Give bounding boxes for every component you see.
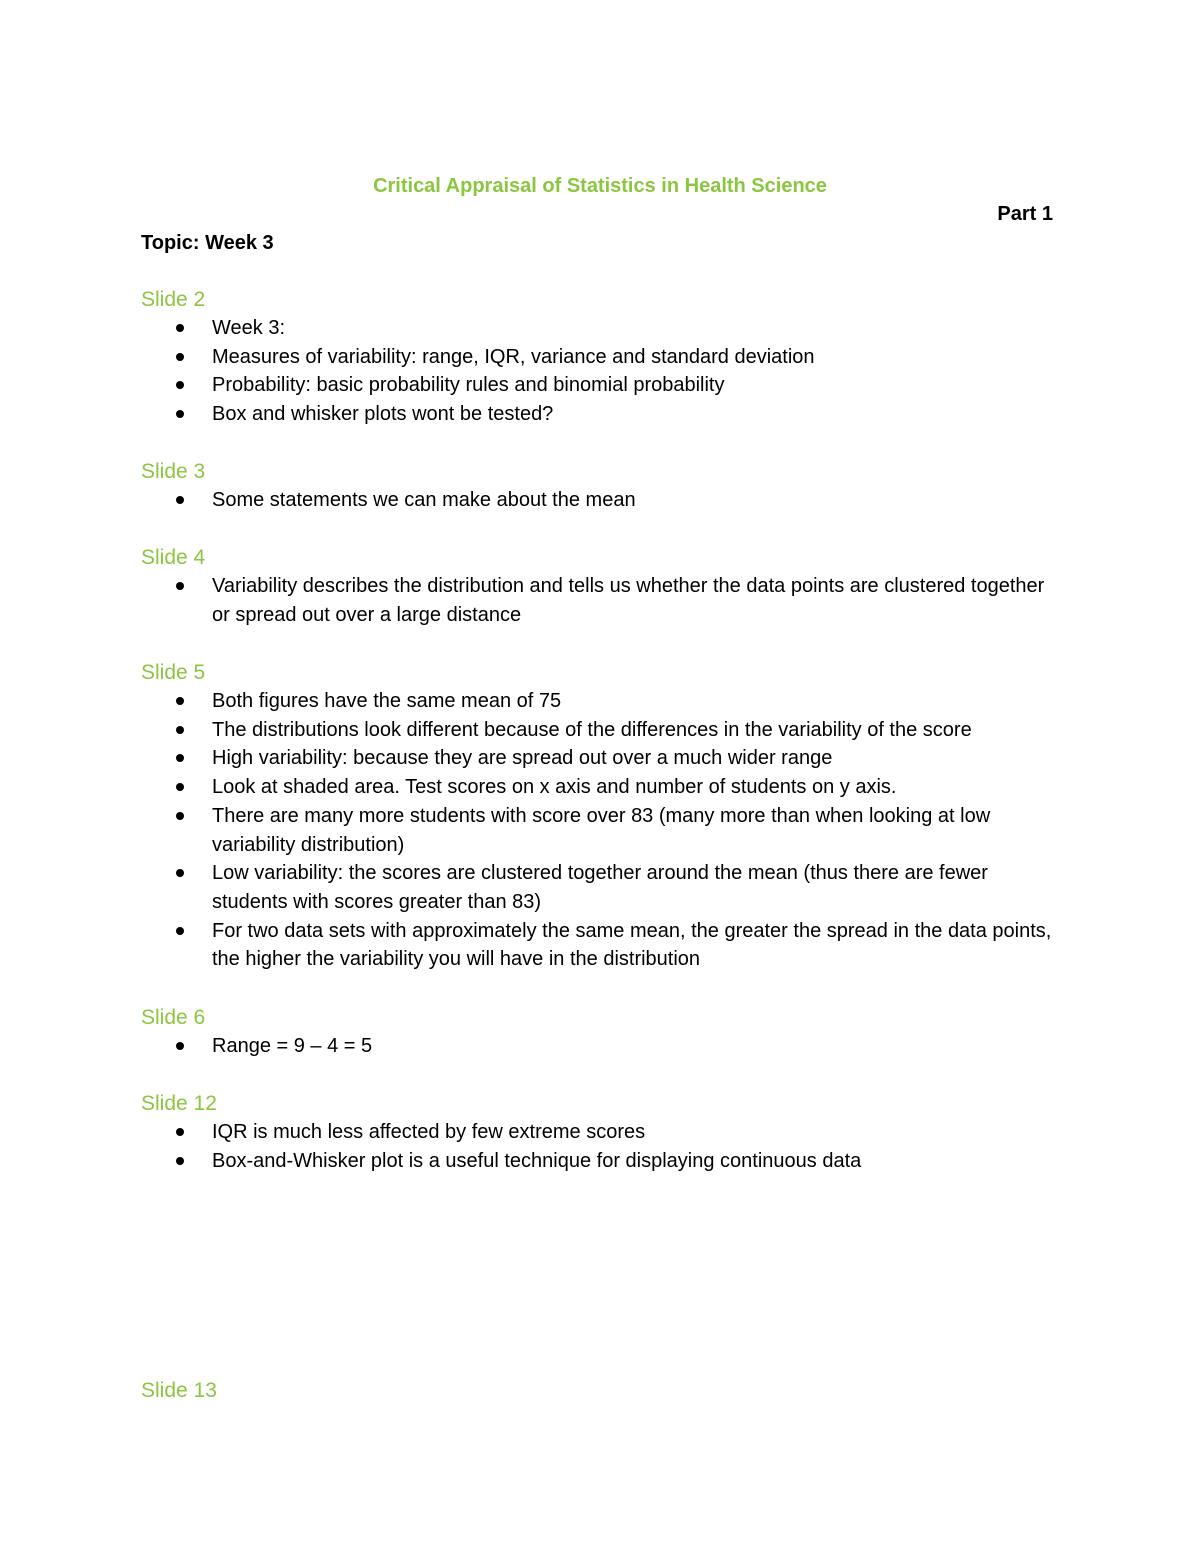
list-item: [141, 400, 1061, 429]
list-item: [141, 859, 1061, 916]
bullet-icon: [176, 812, 184, 820]
bullet-text: Week 3:: [212, 317, 285, 339]
list-item: [141, 371, 1061, 400]
document-title: Critical Appraisal of Statistics in Health Science: [373, 175, 827, 197]
slide-12-bullets: [141, 1118, 1061, 1175]
bullet-text: Some statements we can make about the mean: [212, 489, 636, 511]
bullet-icon: [176, 582, 184, 590]
bullet-icon: [176, 754, 184, 762]
bullet-icon: [176, 783, 184, 791]
bullet-icon: [176, 324, 184, 332]
bullet-icon: [176, 496, 184, 504]
list-item: [141, 773, 1061, 802]
slide-heading-3: Slide 3: [141, 460, 206, 483]
slide-3-bullets: [141, 486, 1061, 515]
slide-4-bullets: [141, 572, 1061, 629]
slide-heading-6: Slide 6: [141, 1006, 206, 1029]
list-item: [141, 1032, 1061, 1061]
bullet-text: Box and whisker plots wont be tested?: [212, 403, 554, 426]
bullet-icon: [176, 927, 184, 935]
bullet-icon: [176, 697, 184, 705]
list-item: [141, 687, 1061, 716]
bullet-text: Probability: basic probability rules and binomial probability: [212, 374, 725, 397]
slide-2-bullets: [141, 314, 1061, 429]
list-item: [141, 572, 1061, 629]
slide-heading-12: Slide 12: [141, 1092, 217, 1115]
bullet-icon: [176, 869, 184, 877]
list-item: [141, 744, 1061, 773]
bullet-icon: [176, 381, 184, 389]
list-item: [141, 343, 1061, 372]
bullet-text: IQR is much less affected by few extreme scores: [212, 1121, 646, 1143]
slide-5-bullets: [141, 687, 1061, 974]
bullet-text: For two data sets with approximately the same mean, the greater the spread in the data points, the higher the variability you will have in the distribution: [212, 919, 1052, 971]
bullet-icon: [176, 1128, 184, 1136]
slide-heading-2: Slide 2: [141, 288, 206, 311]
slide-heading-4: Slide 4: [141, 546, 206, 569]
bullet-text: Variability describes the distribution and tells us whether the data points are clustered together or spread out over a large distance: [212, 575, 1045, 626]
bullet-text: Range = 9 – 4 = 5: [212, 1035, 373, 1057]
bullet-text: Low variability: the scores are clustered together around the mean (thus there are fewer students with scores greater than 83): [212, 862, 988, 913]
bullet-text: Look at shaded area. Test scores on x axis and number of students on y axis.: [212, 776, 897, 799]
slide-heading-5: Slide 5: [141, 661, 206, 684]
bullet-icon: [176, 1042, 184, 1050]
slide-6-bullets: [141, 1032, 1061, 1061]
list-item: [141, 1147, 1061, 1176]
slide-heading-13: Slide 13: [141, 1379, 217, 1402]
bullet-text: Both figures have the same mean of 75: [212, 690, 562, 712]
list-item: [141, 1118, 1061, 1147]
bullet-text: There are many more students with score over 83 (many more than when looking at low variability distribution): [212, 804, 991, 856]
list-item: [141, 802, 1061, 859]
list-item: [141, 314, 1061, 343]
list-item: [141, 917, 1061, 974]
bullet-icon: [176, 726, 184, 734]
list-item: [141, 486, 1061, 515]
bullet-text: The distributions look different because of the differences in the variability of the score: [212, 718, 972, 741]
bullet-text: High variability: because they are spread out over a much wider range: [212, 747, 833, 770]
bullet-text: Box-and-Whisker plot is a useful technique for displaying continuous data: [212, 1149, 862, 1172]
bullet-text: Measures of variability: range, IQR, variance and standard deviation: [212, 345, 815, 368]
part-label: Part 1: [997, 203, 1053, 225]
bullet-icon: [176, 410, 184, 418]
bullet-icon: [176, 353, 184, 361]
list-item: [141, 716, 1061, 745]
topic-label: Topic: Week 3: [141, 232, 274, 254]
bullet-icon: [176, 1157, 184, 1165]
